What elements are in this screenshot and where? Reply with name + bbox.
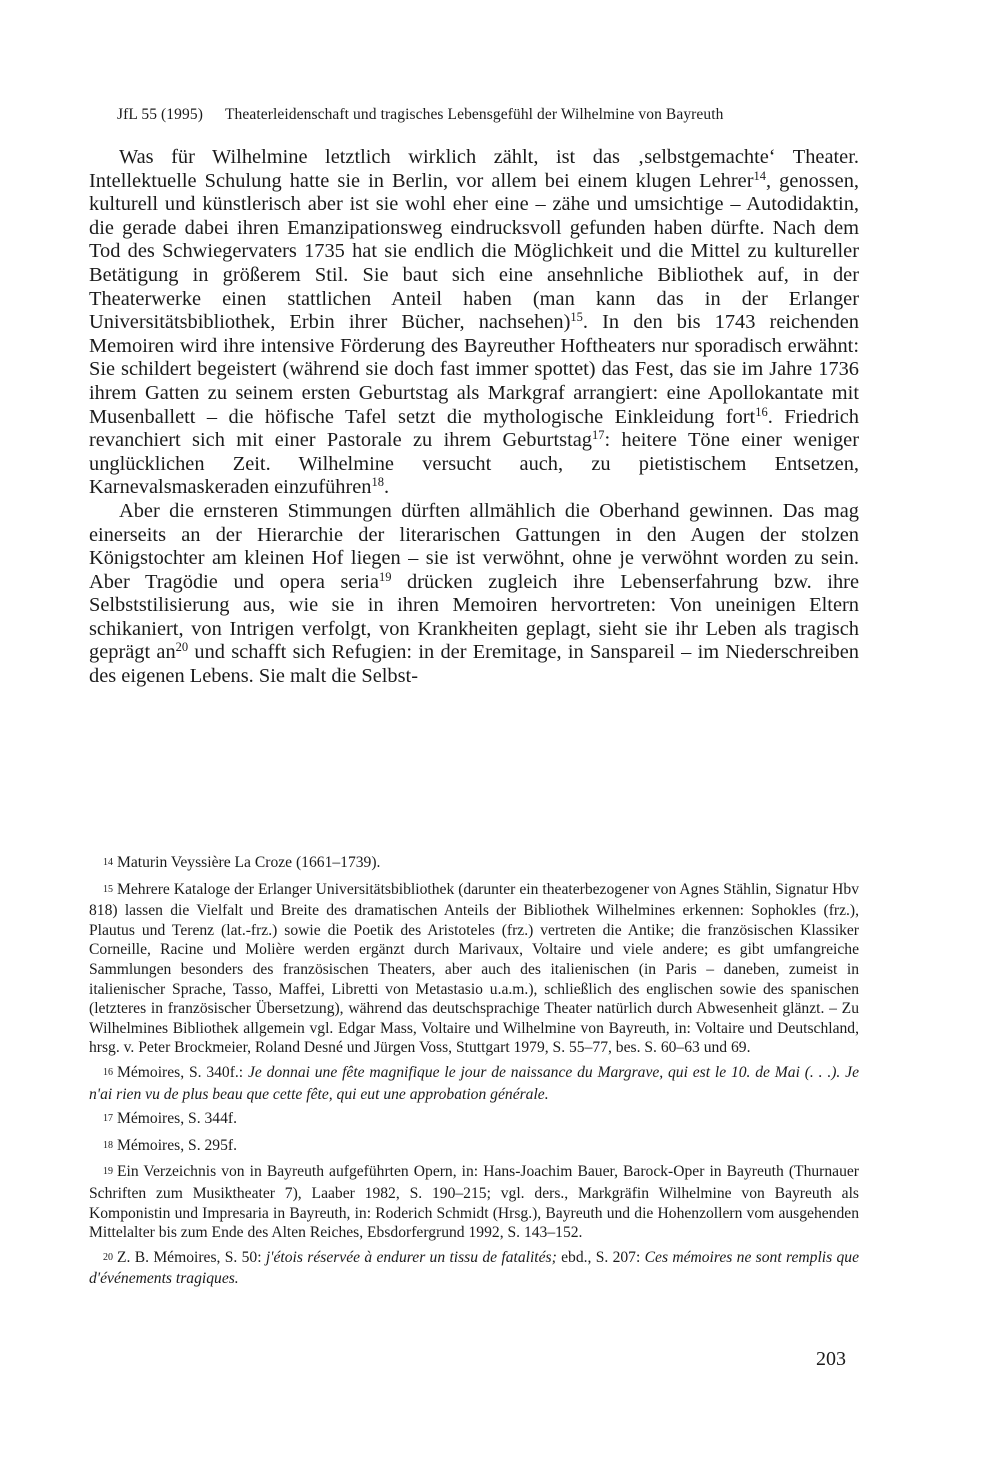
footnotes (89, 853, 859, 1294)
footnote-20 (89, 1248, 859, 1289)
text-segment: . Friedrich revanchiert sich mit einer Pastorale zu ihrem Geburtstag (89, 405, 859, 452)
footnote-18 (89, 1136, 859, 1158)
text-segment: , genossen, kulturell und künstlerisch aber ist sie wohl eher eine – zähe und umsichtige – Autodidaktin, die gerade dabei ihren Emanzipationsweg eindrucksvoll gefunden haben dürfte. Nach dem Tod des Schwiegervaters 1735 hat sie endlich die Möglichkeit und die Mittel zu kultureller Betätigung in größerem Stil. Sie baut sich eine ansehnliche Bibliothek auf, in der Theaterwerke einen stattlichen Anteil haben (man kann das in der Erlanger Universitätsbibliothek, Erbin ihrer Bücher, nachsehen) (89, 169, 859, 334)
paragraph (89, 500, 859, 689)
footnote-quote: j'étois réservée à endurer un tissu de fatalités; (265, 1248, 557, 1266)
text-segment: . In den bis 1743 reichenden Memoiren wird ihre intensive Förderung des Bayreuther Hoftheaters nur sporadisch erwähnt: Sie schildert begeistert (während sie doch fast immer spottet) das Fest, das sie im Jahre 1736 ihrem Gatten zu seinem ersten Geburtstag als Markgraf arrangiert: eine Apollokantate mit Musenballett – die höfische Tafel setzt die mythologische Einkleidung fort (89, 311, 859, 428)
footnote-16 (89, 1063, 859, 1104)
footnote-number: 17 (103, 1113, 113, 1125)
footnote-19 (89, 1162, 859, 1242)
text-segment: Aber die ernsteren Stimmungen dürften allmählich die Oberhand gewinnen. Das mag einerseits an der Hierarchie der literarischen Gattungen in den Augen der stolzen Königstochter am kleinen Hof liegen – sie ist verwöhnt, ohne je verwöhnt worden zu sein. Aber Tragödie und opera seria (89, 499, 859, 593)
footnote-15 (89, 880, 859, 1058)
text-segment: Was für Wilhelmine letztlich wirklich zählt, ist das ‚selbstgemachte‘ Theater. Intellektuelle Schulung hatte sie in Berlin, vor allem bei einem klugen Lehrer (89, 146, 859, 192)
text-segment: : heitere Töne einer weniger unglücklichen Zeit. Wilhelmine versucht auch, zu pietistischem Entsetzen, Karnevalsmaskeraden einzuführen (89, 429, 859, 499)
running-title: Theaterleidenschaft und tragisches Lebensgefühl der Wilhelmine von Bayreuth (224, 106, 724, 123)
paragraph (89, 146, 859, 500)
footnote-number: 18 (103, 1139, 113, 1151)
footnote-ref-16[interactable]: 16 (755, 404, 768, 419)
text-segment: drücken zugleich ihre Lebenserfahrung bzw. ihre Selbststilisierung aus, wie sie in ihren Memoiren hervortreten: Von uneinigen Eltern schikaniert, von Intrigen verfolgt, von Krankheiten geplagt, sieht sie ihr Leben als tragisch geprägt an (89, 570, 859, 664)
footnote-number: 16 (103, 1066, 113, 1078)
footnote-ref-17[interactable]: 17 (591, 428, 605, 443)
footnote-text: Mehrere Kataloge der Erlanger Universitätsbibliothek (darunter ein theaterbezogener von Agnes Stählin, Signatur Hbv 818) lassen die Vielfalt und Breite des dramatischen Anteils der Bibliothek Wilhelmines erkennen: Sophokles (frz.), Plautus und Terenz (lat.-frz.) sowie die Poetik des Aristoteles (frz.) vertreten die Antike; die französischen Klassiker Corneille, Racine und Molière werden ergänzt durch Marivaux, Voltaire und viele andere; es gibt umfangreiche Sammlungen besonders des französischen Theaters, aber auch des italienischen (in Paris – daneben, zumeist in italienischer Sprache, Tasso, Maffei, Libretti von Metastasio u.a.m.), schließlich des englischen sowie des spanischen (letzteres in französischer Übersetzung), während das deutschsprachige Theater natürlich durch Abwesenheit glänzt. – Zu Wilhelmines Bibliothek allgemein vgl. Edgar Mass, Voltaire und Wilhelmine von Bayreuth, in: Voltaire und Deutschland, hrsg. v. Peter Brockmeier, Roland Desné und Jürgen Voss, Stuttgart 1979, S. 55–77, bes. S. 60–63 und 69. (89, 880, 859, 1057)
footnote-quote: Je donnai une fête magnifique le jour de naissance du Margrave, qui est le 10. de Mai (. . .). Je n'ai rien vu de plus beau que cette fête, qui eut une approbation générale. (89, 1063, 859, 1103)
footnote-text: ebd., S. 207: (556, 1248, 645, 1266)
footnote-text: Mémoires, S. 295f. (117, 1136, 237, 1154)
footnote-17 (89, 1109, 859, 1131)
footnote-number: 19 (103, 1166, 113, 1178)
footnote-ref-20[interactable]: 20 (175, 640, 189, 655)
footnote-text: Z. B. Mémoires, S. 50: (117, 1248, 266, 1266)
footnote-ref-19[interactable]: 19 (378, 569, 392, 584)
footnote-14 (89, 853, 859, 875)
footnote-ref-14[interactable]: 14 (753, 168, 766, 183)
journal-reference: JfL 55 (1995) (117, 106, 203, 123)
footnote-quote: Ces mémoires ne sont remplis que d'événements tragiques. (89, 1248, 859, 1288)
footnote-ref-15[interactable]: 15 (570, 310, 583, 325)
footnote-text: Ein Verzeichnis von in Bayreuth aufgeführten Opern, in: Hans-Joachim Bauer, Barock-Oper in Bayreuth (Thurnauer Schriften zum Musiktheater 7), Laaber 1982, S. 190–215; vgl. ders., Markgräfin Wilhelmine von Bayreuth als Komponistin und Impresaria in Bayreuth, in: Roderich Schmidt (Hrsg.), Bayreuth und die Hohenzollern vom ausgehenden Mittelalter bis zum Ende des Alten Reiches, Ebsdorfergrund 1992, S. 143–152. (89, 1163, 859, 1242)
footnote-ref-18[interactable]: 18 (371, 475, 385, 490)
footnote-text: Maturin Veyssière La Croze (1661–1739). (117, 854, 381, 871)
footnote-text: Mémoires, S. 340f.: (117, 1063, 248, 1081)
footnote-number: 15 (103, 883, 113, 895)
main-text (89, 146, 859, 689)
text-segment: und schafft sich Refugien: in der Eremitage, in Sanspareil – im Niederschreiben des eigenen Lebens. Sie malt die Selbst- (89, 641, 859, 688)
text-segment: . (384, 476, 390, 499)
running-header (117, 104, 887, 126)
footnote-number: 14 (103, 857, 113, 868)
footnote-text: Mémoires, S. 344f. (117, 1110, 237, 1128)
page-number: 203 (816, 1348, 846, 1370)
footnote-number: 20 (103, 1251, 113, 1263)
